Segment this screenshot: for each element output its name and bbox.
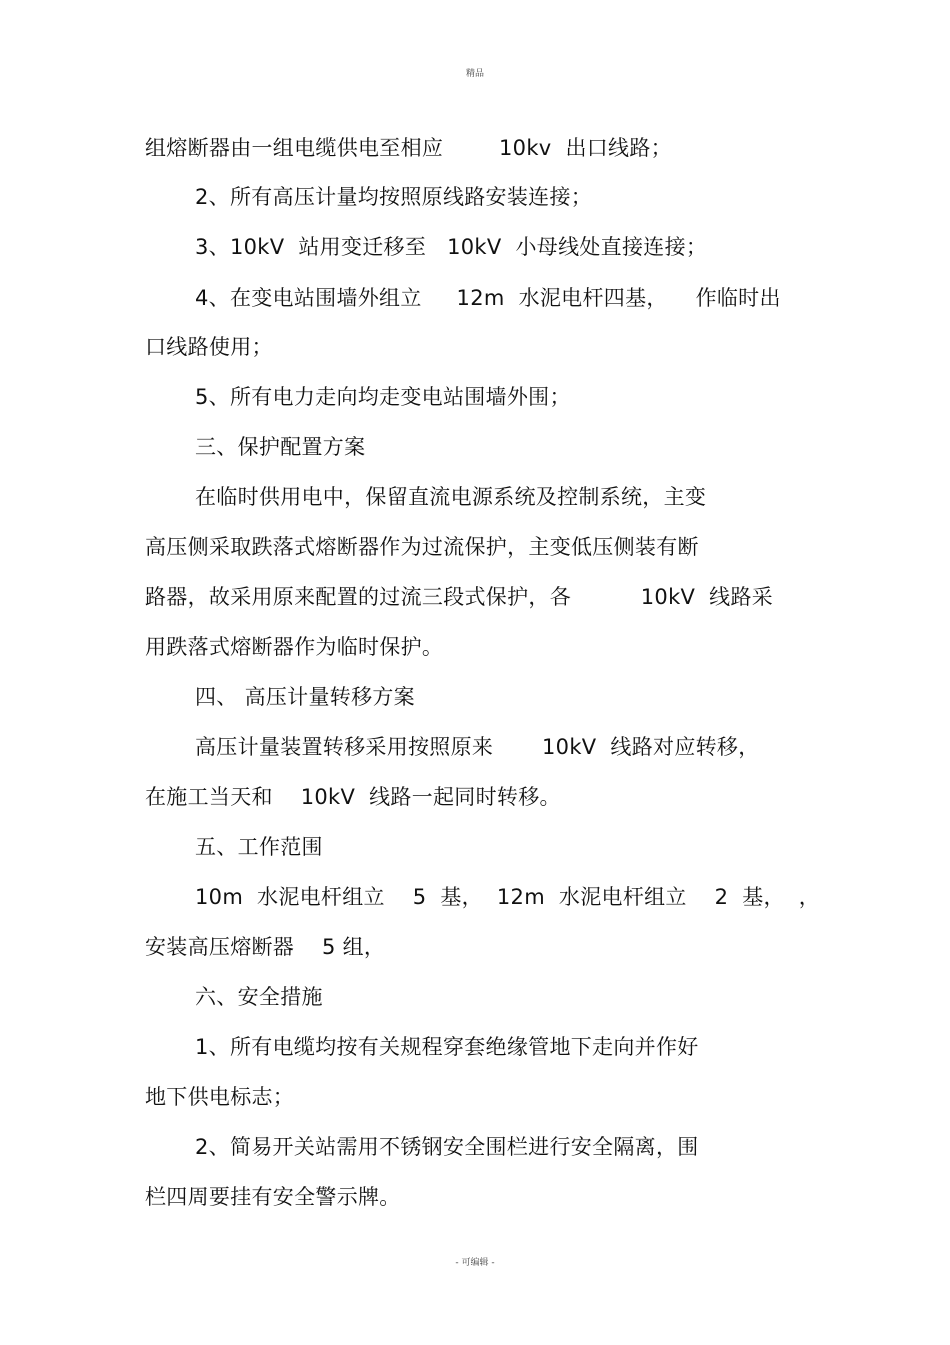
header-watermark: 精品 [465,69,484,79]
text-line: 用跌落式熔断器作为临时保护。 [145,635,444,659]
section-heading: 三、保护配置方案 [195,435,366,459]
text-line: 在临时供用电中，保留直流电源系统及控制系统，主变 [195,485,707,509]
text-line: 3、10kV 站用变迁移至 10kV 小母线处直接连接； [195,235,708,259]
text-line: 栏四周要挂有安全警示牌。 [145,1185,401,1209]
text-line: 10m 水泥电杆组立 5 基， 12m 水泥电杆组立 2 基， ， [195,885,821,909]
text-line: 高压侧采取跌落式熔断器作为过流保护，主变低压侧装有断 [145,535,699,559]
footer-watermark: - 可编辑 - [455,1258,495,1268]
text-line: 5、所有电力走向均走变电站围墙外围； [195,385,571,409]
text-line: 在施工当天和 10kV 线路一起同时转移。 [145,785,561,809]
text-line: 安装高压熔断器 5 组， [145,935,386,959]
text-line: 组熔断器由一组电缆供电至相应 10kv 出口线路； [145,136,672,160]
text-line: 4、在变电站围墙外组立 12m 水泥电杆四基， 作临时出 [195,286,781,310]
section-heading: 五、工作范围 [195,835,323,859]
text-line: 高压计量装置转移采用按照原来 10kV 线路对应转移， [195,735,760,759]
text-line: 口线路使用； [145,335,273,359]
text-line: 2、简易开关站需用不锈钢安全围栏进行安全隔离，围 [195,1135,699,1159]
text-line: 2、所有高压计量均按照原线路安装连接； [195,185,593,209]
section-heading: 四、 高压计量转移方案 [195,685,415,709]
text-line: 路器，故采用原来配置的过流三段式保护，各 10kV 线路采 [145,585,774,609]
text-line: 地下供电标志； [145,1085,295,1109]
section-heading: 六、安全措施 [195,985,323,1009]
text-line: 1、所有电缆均按有关规程穿套绝缘管地下走向并作好 [195,1035,699,1059]
